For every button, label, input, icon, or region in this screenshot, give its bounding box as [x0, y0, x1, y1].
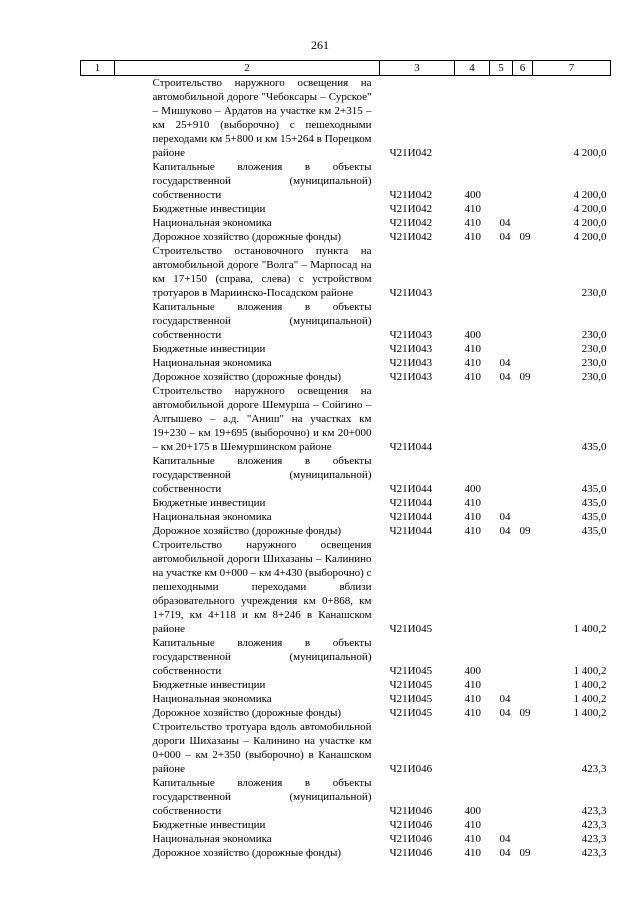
target-code-cell: Ч21И044 — [389, 497, 433, 509]
row-number-cell — [81, 356, 115, 370]
amount-cell: 4 200,0 — [573, 189, 607, 201]
item-name-cell: Строительство наружного освещения автомобильной дороги Шихазаны – Калинино на участке км 0+000 – км 4+430 (выборочно) с пешеходными переходами вблизи образовательного учреждения км 0+868, км 1+719, км 4+118 и км 8+246 в Канашском районе — [152, 539, 372, 635]
section-cell: 04 — [499, 693, 511, 705]
header-row — [81, 61, 611, 76]
section-cell: 04 — [499, 371, 511, 383]
target-code-cell: Ч21И044 — [389, 525, 433, 537]
row-number-cell — [81, 370, 115, 384]
section-cell — [490, 454, 513, 496]
expense-type-cell: 410 — [464, 343, 481, 355]
section-cell: 04 — [499, 833, 511, 845]
table-row — [81, 216, 611, 230]
row-number-cell — [81, 342, 115, 356]
target-code-cell: Ч21И042 — [389, 217, 433, 229]
expense-type-cell: 410 — [464, 511, 481, 523]
table-row — [81, 510, 611, 524]
column-header: 1 — [81, 61, 115, 76]
table-body — [81, 76, 611, 861]
section-cell — [490, 342, 513, 356]
item-name-cell: Бюджетные инвестиции — [152, 819, 266, 831]
subsection-cell — [513, 776, 533, 818]
section-cell: 04 — [499, 525, 511, 537]
subsection-cell — [513, 216, 533, 230]
item-name-cell: Строительство тротуара вдоль автомобильной дороги Шихазаны – Калинино на участке км 0+000 – км 2+350 (выборочно) в Канашском районе — [152, 721, 372, 775]
item-name-cell: Национальная экономика — [152, 693, 272, 705]
table-row — [81, 356, 611, 370]
target-code-cell: Ч21И042 — [389, 203, 433, 215]
column-header: 4 — [455, 61, 490, 76]
item-name-cell: Бюджетные инвестиции — [152, 497, 266, 509]
target-code-cell: Ч21И042 — [389, 231, 433, 243]
amount-cell: 435,0 — [581, 525, 607, 537]
amount-cell: 1 400,2 — [573, 665, 607, 677]
row-number-cell — [81, 706, 115, 720]
section-cell — [490, 538, 513, 636]
amount-cell: 230,0 — [581, 329, 607, 341]
amount-cell: 423,3 — [581, 819, 607, 831]
expense-type-cell: 410 — [464, 203, 481, 215]
target-code-cell: Ч21И046 — [389, 763, 433, 775]
subsection-cell — [513, 692, 533, 706]
subsection-cell — [513, 202, 533, 216]
section-cell — [490, 496, 513, 510]
subsection-cell — [513, 720, 533, 776]
section-cell — [490, 384, 513, 454]
section-cell — [490, 76, 513, 161]
section-cell — [490, 636, 513, 678]
item-name-cell: Строительство остановочного пункта на автомобильной дороге "Волга" – Марпосад на км 17+150 (справа, слева) с устройством тротуаров в Мариинско-Посадском районе — [152, 245, 372, 299]
subsection-cell — [513, 356, 533, 370]
expense-type-cell: 400 — [464, 665, 481, 677]
amount-cell: 4 200,0 — [573, 231, 607, 243]
target-code-cell: Ч21И042 — [389, 189, 433, 201]
table-row — [81, 300, 611, 342]
row-number-cell — [81, 524, 115, 538]
table-row — [81, 202, 611, 216]
target-code-cell: Ч21И046 — [389, 819, 433, 831]
subsection-cell — [513, 342, 533, 356]
section-cell — [490, 678, 513, 692]
row-number-cell — [81, 720, 115, 776]
item-name-cell: Капитальные вложения в объекты государственной (муниципальной) собственности — [152, 161, 372, 201]
amount-cell: 230,0 — [581, 357, 607, 369]
row-number-cell — [81, 160, 115, 202]
subsection-cell — [513, 510, 533, 524]
expense-type-cell: 410 — [464, 371, 481, 383]
section-cell — [490, 160, 513, 202]
expense-type-cell: 400 — [464, 189, 481, 201]
amount-cell: 423,3 — [581, 763, 607, 775]
item-name-cell: Капитальные вложения в объекты государственной (муниципальной) собственности — [152, 637, 372, 677]
column-header: 7 — [533, 61, 611, 76]
table-row — [81, 496, 611, 510]
item-name-cell: Строительство наружного освещения на автомобильной дороге Шемурша – Сойгино – Алтышево – а.д. "Аниш" на участках км 19+230 – км 19+695 (выборочно) и км 20+000 – км 20+175 в Шемуршинском районе — [152, 385, 372, 453]
expense-type-cell — [455, 538, 490, 636]
target-code-cell: Ч21И046 — [389, 833, 433, 845]
expense-type-cell: 410 — [464, 819, 481, 831]
section-cell — [490, 244, 513, 300]
expense-type-cell: 400 — [464, 329, 481, 341]
item-name-cell: Бюджетные инвестиции — [152, 343, 266, 355]
subsection-cell — [513, 832, 533, 846]
amount-cell: 1 400,2 — [573, 693, 607, 705]
amount-cell: 4 200,0 — [573, 203, 607, 215]
budget-table — [80, 60, 611, 860]
row-number-cell — [81, 202, 115, 216]
subsection-cell — [513, 678, 533, 692]
section-cell: 04 — [499, 847, 511, 859]
section-cell: 04 — [499, 357, 511, 369]
item-name-cell: Капитальные вложения в объекты государственной (муниципальной) собственности — [152, 455, 372, 495]
item-name-cell: Дорожное хозяйство (дорожные фонды) — [152, 525, 342, 537]
row-number-cell — [81, 230, 115, 244]
item-name-cell: Дорожное хозяйство (дорожные фонды) — [152, 847, 342, 859]
column-header: 5 — [490, 61, 513, 76]
amount-cell: 423,3 — [581, 833, 607, 845]
row-number-cell — [81, 384, 115, 454]
expense-type-cell — [455, 244, 490, 300]
item-name-cell: Дорожное хозяйство (дорожные фонды) — [152, 371, 342, 383]
row-number-cell — [81, 846, 115, 860]
row-number-cell — [81, 678, 115, 692]
target-code-cell: Ч21И044 — [389, 511, 433, 523]
target-code-cell: Ч21И045 — [389, 693, 433, 705]
table-row — [81, 538, 611, 636]
expense-type-cell — [455, 384, 490, 454]
table-row — [81, 636, 611, 678]
row-number-cell — [81, 636, 115, 678]
row-number-cell — [81, 692, 115, 706]
table-row — [81, 244, 611, 300]
target-code-cell: Ч21И044 — [389, 441, 433, 453]
target-code-cell: Ч21И045 — [389, 707, 433, 719]
item-name-cell: Национальная экономика — [152, 833, 272, 845]
expense-type-cell: 410 — [464, 357, 481, 369]
table-row — [81, 692, 611, 706]
row-number-cell — [81, 496, 115, 510]
column-header: 3 — [380, 61, 455, 76]
target-code-cell: Ч21И045 — [389, 679, 433, 691]
expense-type-cell: 410 — [464, 679, 481, 691]
subsection-cell — [513, 300, 533, 342]
subsection-cell — [513, 636, 533, 678]
amount-cell: 4 200,0 — [573, 147, 607, 159]
column-header: 6 — [513, 61, 533, 76]
target-code-cell: Ч21И043 — [389, 329, 433, 341]
table-row — [81, 776, 611, 818]
expense-type-cell: 410 — [464, 217, 481, 229]
row-number-cell — [81, 538, 115, 636]
item-name-cell: Дорожное хозяйство (дорожные фонды) — [152, 707, 342, 719]
item-name-cell: Дорожное хозяйство (дорожные фонды) — [152, 231, 342, 243]
table-row — [81, 678, 611, 692]
table-row — [81, 720, 611, 776]
row-number-cell — [81, 818, 115, 832]
target-code-cell: Ч21И046 — [389, 805, 433, 817]
table-row — [81, 160, 611, 202]
table-row — [81, 706, 611, 720]
subsection-cell: 09 — [519, 371, 531, 383]
amount-cell: 1 400,2 — [573, 707, 607, 719]
amount-cell: 435,0 — [581, 441, 607, 453]
section-cell — [490, 202, 513, 216]
table-row — [81, 846, 611, 860]
subsection-cell: 09 — [519, 847, 531, 859]
table-row — [81, 370, 611, 384]
table-row — [81, 342, 611, 356]
subsection-cell — [513, 160, 533, 202]
expense-type-cell: 410 — [464, 231, 481, 243]
target-code-cell: Ч21И046 — [389, 847, 433, 859]
table-row — [81, 524, 611, 538]
amount-cell: 435,0 — [581, 497, 607, 509]
expense-type-cell: 410 — [464, 833, 481, 845]
item-name-cell: Национальная экономика — [152, 357, 272, 369]
subsection-cell — [513, 496, 533, 510]
subsection-cell: 09 — [519, 231, 531, 243]
table-row — [81, 818, 611, 832]
table-row — [81, 76, 611, 161]
subsection-cell: 09 — [519, 707, 531, 719]
subsection-cell — [513, 818, 533, 832]
table-row — [81, 384, 611, 454]
amount-cell: 230,0 — [581, 371, 607, 383]
section-cell: 04 — [499, 707, 511, 719]
amount-cell: 230,0 — [581, 287, 607, 299]
amount-cell: 435,0 — [581, 511, 607, 523]
target-code-cell: Ч21И045 — [389, 623, 433, 635]
section-cell: 04 — [499, 231, 511, 243]
subsection-cell — [513, 454, 533, 496]
row-number-cell — [81, 454, 115, 496]
section-cell — [490, 720, 513, 776]
subsection-cell — [513, 76, 533, 161]
section-cell — [490, 776, 513, 818]
target-code-cell: Ч21И043 — [389, 357, 433, 369]
expense-type-cell: 410 — [464, 707, 481, 719]
item-name-cell: Бюджетные инвестиции — [152, 203, 266, 215]
table-row — [81, 230, 611, 244]
expense-type-cell: 410 — [464, 497, 481, 509]
item-name-cell: Национальная экономика — [152, 511, 272, 523]
column-header: 2 — [115, 61, 380, 76]
section-cell: 04 — [499, 217, 511, 229]
amount-cell: 4 200,0 — [573, 217, 607, 229]
subsection-cell: 09 — [519, 525, 531, 537]
table-row — [81, 454, 611, 496]
expense-type-cell — [455, 76, 490, 161]
target-code-cell: Ч21И045 — [389, 665, 433, 677]
item-name-cell: Капитальные вложения в объекты государственной (муниципальной) собственности — [152, 301, 372, 341]
expense-type-cell: 410 — [464, 525, 481, 537]
item-name-cell: Национальная экономика — [152, 217, 272, 229]
section-cell — [490, 300, 513, 342]
subsection-cell — [513, 384, 533, 454]
section-cell — [490, 818, 513, 832]
amount-cell: 423,3 — [581, 805, 607, 817]
page-number: 261 — [311, 38, 329, 52]
row-number-cell — [81, 510, 115, 524]
amount-cell: 1 400,2 — [573, 679, 607, 691]
item-name-cell: Бюджетные инвестиции — [152, 679, 266, 691]
amount-cell: 435,0 — [581, 483, 607, 495]
target-code-cell: Ч21И043 — [389, 371, 433, 383]
row-number-cell — [81, 300, 115, 342]
target-code-cell: Ч21И044 — [389, 483, 433, 495]
amount-cell: 423,3 — [581, 847, 607, 859]
target-code-cell: Ч21И042 — [389, 147, 433, 159]
expense-type-cell: 400 — [464, 805, 481, 817]
target-code-cell: Ч21И043 — [389, 287, 433, 299]
row-number-cell — [81, 776, 115, 818]
expense-type-cell: 400 — [464, 483, 481, 495]
target-code-cell: Ч21И043 — [389, 343, 433, 355]
expense-type-cell — [455, 720, 490, 776]
row-number-cell — [81, 76, 115, 161]
expense-type-cell: 410 — [464, 693, 481, 705]
amount-cell: 1 400,2 — [573, 623, 607, 635]
section-cell: 04 — [499, 511, 511, 523]
item-name-cell: Строительство наружного освещения на автомобильной дороге "Чебоксары – Сурское" – Мишуково – Ардатов на участке км 2+315 – км 25+910 (выборочно) с пешеходными переходами км 5+800 и км 15+264 в Порецком районе — [152, 77, 372, 159]
row-number-cell — [81, 832, 115, 846]
expense-type-cell: 410 — [464, 847, 481, 859]
amount-cell: 230,0 — [581, 343, 607, 355]
row-number-cell — [81, 244, 115, 300]
subsection-cell — [513, 538, 533, 636]
table-row — [81, 832, 611, 846]
subsection-cell — [513, 244, 533, 300]
item-name-cell: Капитальные вложения в объекты государственной (муниципальной) собственности — [152, 777, 372, 817]
row-number-cell — [81, 216, 115, 230]
